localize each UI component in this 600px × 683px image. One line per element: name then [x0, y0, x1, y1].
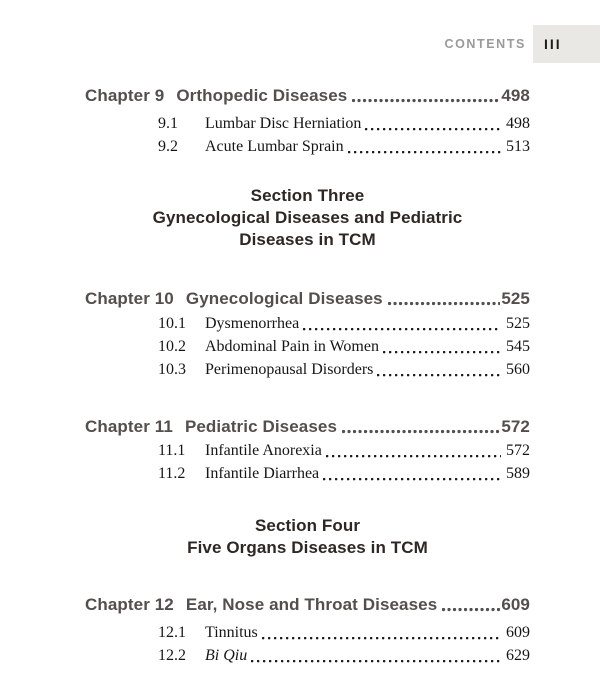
- entry-number: 11.2: [158, 464, 186, 482]
- toc-entry: [85, 312, 530, 335]
- toc-entry: [85, 135, 530, 158]
- chapter-label: Chapter 9: [85, 85, 165, 105]
- entry-number: 12.2: [158, 646, 186, 664]
- dot-leader: [251, 660, 501, 664]
- entry-title: Abdominal Pain in Women: [205, 337, 379, 355]
- chapter-label: Chapter 10: [85, 288, 174, 308]
- chapter-12-entries: [85, 621, 530, 667]
- toc-entry: [85, 462, 530, 485]
- chapter-title: Ear, Nose and Throat Diseases: [185, 594, 438, 614]
- entry-page-number: 572: [506, 441, 530, 459]
- entry-page-number: 498: [506, 114, 530, 132]
- dot-leader: [323, 478, 501, 482]
- chapter-page-number: 498: [501, 85, 530, 105]
- toc-entry: [85, 358, 530, 381]
- entry-number: 10.2: [158, 337, 186, 355]
- entry-page-number: 513: [506, 137, 530, 155]
- dot-leader: [326, 455, 501, 459]
- dot-leader: [383, 351, 501, 355]
- section-heading-line: Section Four: [254, 516, 361, 535]
- chapter-9-entries: [85, 112, 530, 158]
- contents-header-label: CONTENTS: [444, 37, 526, 51]
- dot-leader: [342, 430, 500, 434]
- dot-leader: [348, 151, 501, 155]
- entry-number: 12.1: [158, 623, 186, 641]
- chapter-page-number: 572: [501, 416, 530, 436]
- entry-page-number: 560: [506, 360, 530, 378]
- dot-leader: [365, 128, 501, 132]
- chapter-label: Chapter 11: [85, 416, 173, 436]
- dot-leader: [352, 99, 500, 103]
- dot-leader: [377, 374, 501, 378]
- entry-title: Infantile Diarrhea: [205, 464, 320, 482]
- entry-number: 9.1: [158, 114, 178, 132]
- section-heading-four: [85, 515, 530, 559]
- chapter-title: Pediatric Diseases: [184, 416, 337, 436]
- section-heading-line: Diseases in TCM: [239, 230, 376, 249]
- dot-leader: [303, 328, 501, 332]
- entry-title: Tinnitus: [205, 623, 258, 641]
- entry-page-number: 589: [506, 464, 530, 482]
- toc-entry: [85, 439, 530, 462]
- chapter-row-10: [85, 289, 530, 309]
- entry-page-number: 525: [506, 314, 530, 332]
- entry-title: Infantile Anorexia: [205, 441, 322, 459]
- entry-page-number: 609: [506, 623, 530, 641]
- chapter-row-11: [85, 417, 530, 437]
- entry-title: Perimenopausal Disorders: [205, 360, 374, 378]
- entry-number: 10.3: [158, 360, 186, 378]
- chapter-title: Gynecological Diseases: [185, 288, 383, 308]
- dot-leader: [262, 637, 501, 641]
- entry-page-number: 545: [506, 337, 530, 355]
- entry-title: Lumbar Disc Herniation: [205, 114, 362, 132]
- page-number-tab: [533, 25, 600, 63]
- toc-entry: [85, 644, 530, 667]
- chapter-11-entries: [85, 439, 530, 485]
- toc-entry: [85, 621, 530, 644]
- entry-page-number: 629: [506, 646, 530, 664]
- chapter-page-number: 609: [501, 594, 530, 614]
- entry-title: Acute Lumbar Sprain: [205, 137, 344, 155]
- entry-number: 9.2: [158, 137, 178, 155]
- chapter-page-number: 525: [501, 288, 530, 308]
- section-heading-line: Section Three: [250, 186, 365, 205]
- dot-leader: [388, 302, 501, 306]
- section-heading-line: Gynecological Diseases and Pediatric: [152, 208, 463, 227]
- roman-page-number: III: [544, 36, 562, 52]
- chapter-title: Orthopedic Diseases: [176, 85, 348, 105]
- entry-title: Dysmenorrhea: [205, 314, 300, 332]
- toc-content: [85, 0, 530, 667]
- chapter-row-9: [85, 86, 530, 106]
- section-heading-three: [85, 185, 530, 251]
- entry-number: 10.1: [158, 314, 186, 332]
- chapter-row-12: [85, 595, 530, 615]
- entry-title: Bi Qiu: [205, 646, 248, 664]
- chapter-label: Chapter 12: [85, 594, 174, 614]
- section-heading-line: Five Organs Diseases in TCM: [187, 538, 428, 557]
- entry-number: 11.1: [158, 441, 186, 459]
- toc-entry: [85, 335, 530, 358]
- chapter-10-entries: [85, 312, 530, 381]
- toc-entry: [85, 112, 530, 135]
- dot-leader: [442, 608, 500, 612]
